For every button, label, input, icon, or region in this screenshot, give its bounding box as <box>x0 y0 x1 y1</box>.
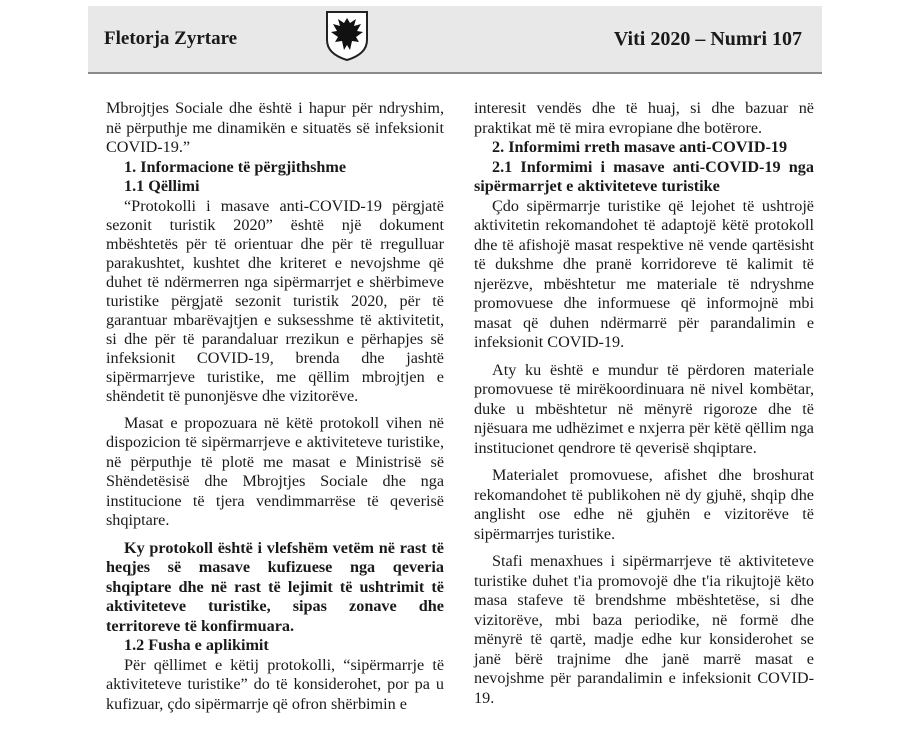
section-heading: 2. Informimi rreth masave anti-COVID-19 <box>492 138 788 156</box>
right-column <box>474 99 814 708</box>
subsection-heading: 1.2 Fusha e aplikimit <box>124 636 269 654</box>
paragraph: Masat e propozuara në këtë protokoll vihen në dispozicion të sipërmarrjeve e aktiviteteve turistike, në përputhje të plotë me masat e Ministrisë së Shëndetësisë dhe Mbrojtjes Sociale dhe nga institucione të tjera vendimmarrëse të qeverisë shqiptare. <box>106 413 444 529</box>
paragraph: Mbrojtjes Sociale dhe është i hapur për ndryshim, në përputhje me dinamikën e situatës së infeksionit COVID-19.” <box>106 99 444 156</box>
publication-title: Fletorja Zyrtare <box>104 28 238 49</box>
subsection-heading: 1.1 Qëllimi <box>124 177 200 195</box>
paragraph: Për qëllimet e këtij protokolli, “sipërmarrje të aktiviteteve turistike” do të konsiderohet, por pa u kufizuar, çdo sipërmarrje që ofron shërbimin e <box>106 655 444 713</box>
bold-paragraph: Ky protokoll është i vlefshëm vetëm në rast të heqjes së masave kufizuese nga qeveria shqiptare dhe në rast të lejimit të ushtrimit të aktiviteteve turistike, sipas zonave dhe territoreve të konfirmuara. <box>106 538 444 635</box>
left-column <box>106 99 444 714</box>
paragraph: interesit vendës dhe të huaj, si dhe bazuar në praktikat më të mira evropiane dhe botërore. <box>474 99 814 137</box>
subsection-heading: 2.1 Informimi i masave anti-COVID-19 nga sipërmarrjet e aktiviteteve turistike <box>474 157 814 195</box>
issue-number: Viti 2020 – Numri 107 <box>613 27 802 50</box>
page-header <box>88 6 822 74</box>
albanian-eagle-emblem-icon <box>323 10 371 62</box>
paragraph: Materialet promovuese, afishet dhe broshurat rekomandohet të publikohen në dy gjuhë, shqip dhe anglisht ose edhe në gjuhën e vizitorëve të sipërmarrjes turistike. <box>474 466 814 543</box>
section-heading: 1. Informacione të përgjithshme <box>124 157 347 176</box>
paragraph: “Protokolli i masave anti-COVID-19 përgjatë sezonit turistik 2020” është një dokument mbështetës për të orientuar dhe për të rregulluar parakushtet, kushtet dhe kriteret e nevojshme që duhet të ndërmerren nga sipërmarrjet e shërbimeve turistike përgjatë sezonit turistik 2020, për të garantuar mbarëvajtjen e suksesshme të aktivitetit, si dhe për të parandaluar rrezikun e përhapjes së infeksionit COVID-19, brenda dhe jashtë sipërmarrjeve turistike, me qëllim mbrojtjen e shëndetit të punonjësve dhe vizitorëve. <box>106 196 444 405</box>
paragraph: Stafi menaxhues i sipërmarrjeve të aktiviteteve turistike duhet t'ia promovojë dhe t'ia rikujtojë këto masa stafeve të brendshme mbështetëse, si dhe vizitorëve, mbi baza periodike, në formë dhe mënyrë të qartë, madje edhe kur konsiderohet se janë bërë trajnime dhe janë marrë masat e nevojshme për parandalimin e infeksionit COVID-19. <box>474 552 814 707</box>
paragraph: Çdo sipërmarrje turistike që lejohet të ushtrojë aktivitetin rekomandohet të adaptojë këtë protokoll dhe të afishojë masat respektive në vende qartësisht të dukshme dhe pranë korridoreve të kalimit të njerëzve, mbështetur me materiale të ndryshme promovuese dhe informuese që informojnë mbi masat që duhen ndërmarrë për parandalimin e infeksionit COVID-19. <box>474 196 814 351</box>
paragraph: Aty ku është e mundur të përdoren materiale promovuese të mirëkoordinuara në nivel kombëtar, duke u mbështetur në mënyrë rigoroze dhe të njësuara me udhëzimet e nxjerra për këtë qëllim nga institucionet qendrore të qeverisë shqiptare. <box>474 360 814 457</box>
